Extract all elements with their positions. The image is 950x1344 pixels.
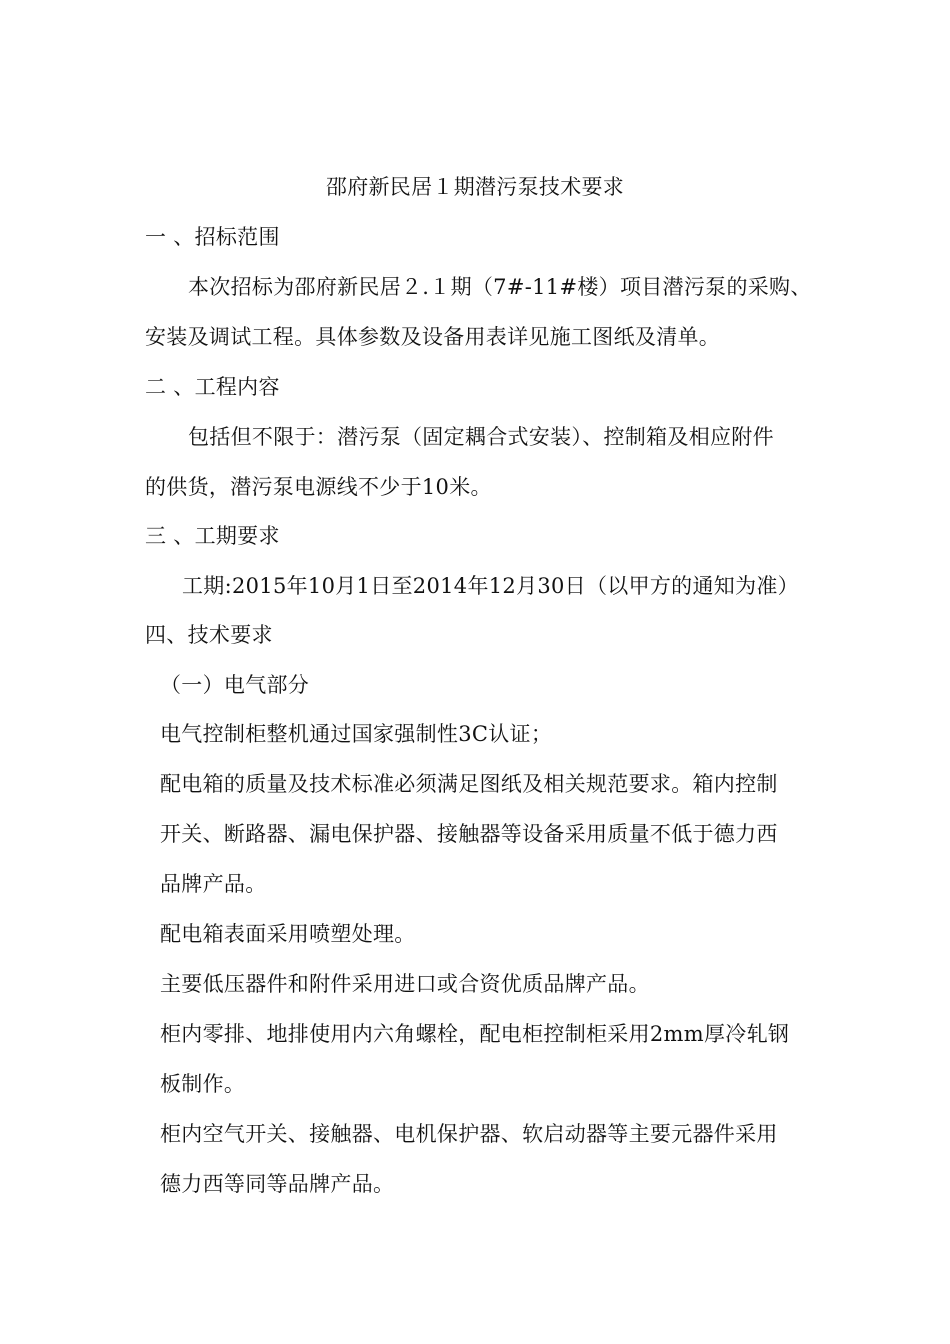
scope-paragraph-line-2: 安装及调试工程。具体参数及设备用表详见施工图纸及清单。: [145, 325, 721, 349]
section-heading-content: 二 、工程内容: [145, 375, 280, 399]
tech-item-1: 电气控制柜整机通过国家强制性3C认证；: [160, 722, 553, 746]
document-title: 邵府新民居１期潜污泵技术要求: [325, 175, 625, 199]
tech-item-5-line-1: 柜内零排、地排使用内六角螺栓，配电柜控制柜采用2mm厚冷轧钢: [160, 1022, 790, 1046]
section-heading-tech: 四、技术要求: [145, 623, 273, 647]
section-heading-schedule: 三 、工期要求: [145, 524, 280, 548]
tech-item-3: 配电箱表面采用喷塑处理。: [160, 922, 416, 946]
scope-paragraph-line-1: 本次招标为邵府新民居２.１期（7#-11#楼）项目潜污泵的采购、: [188, 275, 812, 299]
tech-item-6-line-2: 德力西等同等品牌产品。: [160, 1172, 395, 1196]
tech-item-4: 主要低压器件和附件采用进口或合资优质品牌产品。: [160, 972, 650, 996]
section-heading-scope: 一 、招标范围: [145, 225, 280, 249]
tech-item-6-line-1: 柜内空气开关、接触器、电机保护器、软启动器等主要元器件采用: [160, 1122, 778, 1146]
content-paragraph-line-2: 的供货，潜污泵电源线不少于10米。: [145, 475, 492, 499]
content-paragraph-line-1: 包括但不限于：潜污泵（固定耦合式安装）、控制箱及相应附件: [188, 425, 774, 449]
schedule-paragraph: 工期:2015年10月1日至2014年12月30日（以甲方的通知为准）: [182, 574, 799, 598]
tech-item-2-line-3: 品牌产品。: [160, 872, 267, 896]
tech-item-5-line-2: 板制作。: [160, 1072, 246, 1096]
subheading-electrical: （一）电气部分: [160, 673, 310, 697]
tech-item-2-line-1: 配电箱的质量及技术标准必须满足图纸及相关规范要求。箱内控制: [160, 772, 778, 796]
tech-item-2-line-2: 开关、断路器、漏电保护器、接触器等设备采用质量不低于德力西: [160, 822, 778, 846]
